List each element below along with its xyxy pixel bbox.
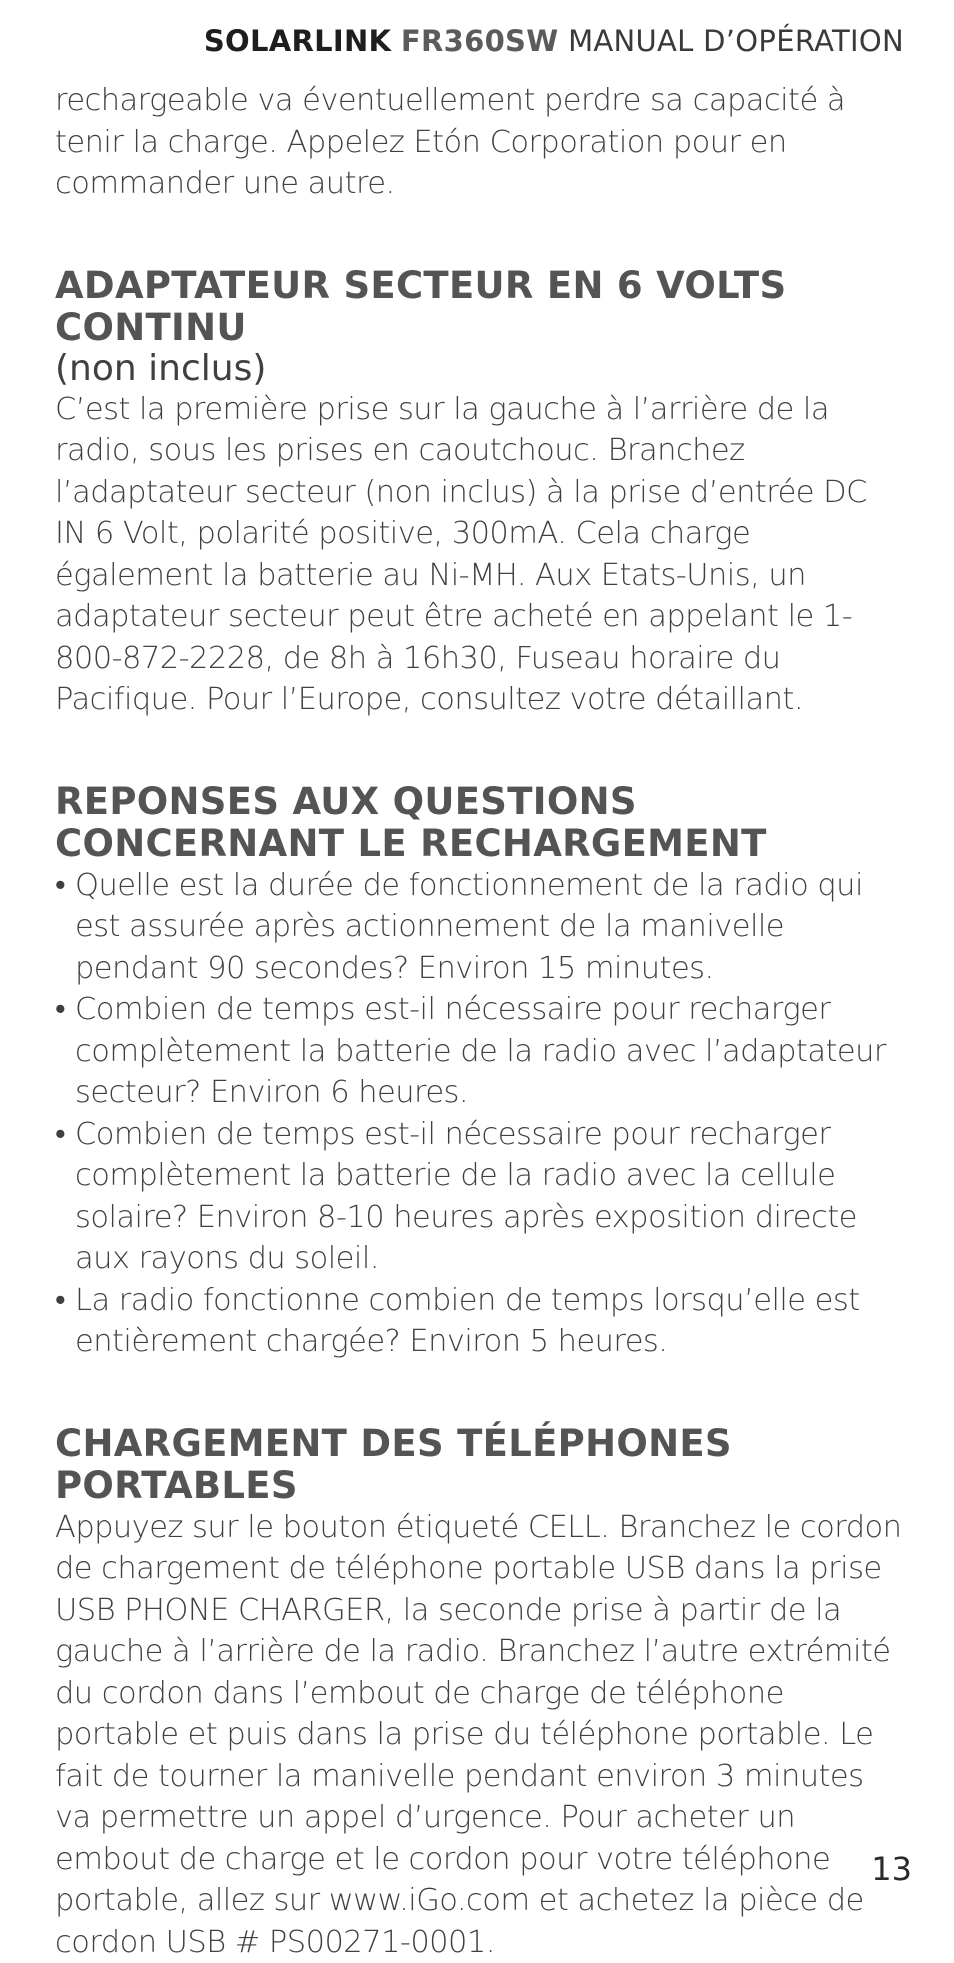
list-item-text: Combien de temps est-il nécessaire pour recharger complètement la batterie de la radio avec la cellule solaire? Environ 8-10 heures après exposition directe aux rayons du soleil. <box>75 1117 857 1277</box>
intro-section <box>55 80 905 205</box>
recharge-faq-heading: REPONSES AUX QUESTIONS CONCERNANT LE RECHARGEMENT <box>55 781 905 865</box>
bullet-icon: • <box>55 1280 65 1322</box>
ac-adapter-paragraph: C’est la première prise sur la gauche à l’arrière de la radio, sous les prises en caoutchouc. Branchez l’adaptateur secteur (non inclus) à la prise d’entrée DC IN 6 Volt, polarité positive, 300mA. Cela charge également la batterie au Ni-MH. Aux Etats-Unis, un adaptateur secteur peut être acheté en appelant le 1-800-872-2228, de 8h à 16h30, Fuseau horaire du Pacifique. Pour l’Europe, consultez votre détaillant. <box>55 389 905 721</box>
bullet-icon: • <box>55 865 65 907</box>
list-item <box>55 1280 905 1363</box>
running-header <box>204 24 904 58</box>
ac-adapter-heading: ADAPTATEUR SECTEUR EN 6 VOLTS CONTINU <box>55 265 905 349</box>
list-item-text: La radio fonctionne combien de temps lorsqu’elle est entièrement chargée? Environ 5 heures. <box>75 1283 860 1360</box>
phone-charging-section <box>55 1423 905 1963</box>
bullet-icon: • <box>55 1114 65 1156</box>
header-brand: SOLARLINK <box>204 24 392 58</box>
bullet-icon: • <box>55 989 65 1031</box>
recharge-faq-section <box>55 781 905 1363</box>
list-item <box>55 989 905 1114</box>
page-number: 13 <box>871 1850 912 1888</box>
phone-charging-heading: CHARGEMENT DES TÉLÉPHONES PORTABLES <box>55 1423 905 1507</box>
recharge-faq-list <box>55 865 905 1363</box>
page-content <box>55 80 905 1963</box>
header-title: MANUAL D’OPÉRATION <box>568 24 904 58</box>
ac-adapter-subtitle: (non inclus) <box>55 349 905 389</box>
header-model: FR360SW <box>401 24 559 58</box>
list-item <box>55 1114 905 1280</box>
list-item-text: Quelle est la durée de fonctionnement de la radio qui est assurée après actionnement de la manivelle pendant 90 secondes? Environ 15 minutes. <box>75 868 863 986</box>
list-item-text: Combien de temps est-il nécessaire pour recharger complètement la batterie de la radio avec l’adaptateur secteur? Environ 6 heures. <box>75 992 886 1110</box>
ac-adapter-section <box>55 265 905 721</box>
intro-paragraph: rechargeable va éventuellement perdre sa capacité à tenir la charge. Appelez Etón Corporation pour en commander une autre. <box>55 80 905 205</box>
list-item <box>55 865 905 990</box>
phone-charging-paragraph: Appuyez sur le bouton étiqueté CELL. Branchez le cordon de chargement de téléphone portable USB dans la prise USB PHONE CHARGER, la seconde prise à partir de la gauche à l’arrière de la radio. Branchez l’autre extrémité du cordon dans l’embout de charge de téléphone portable et puis dans la prise du téléphone portable. Le fait de tourner la manivelle pendant environ 3 minutes va permettre un appel d’urgence. Pour acheter un embout de charge et le cordon pour votre téléphone portable, allez sur www.iGo.com et achetez la pièce de cordon USB # PS00271-0001. <box>55 1507 905 1963</box>
